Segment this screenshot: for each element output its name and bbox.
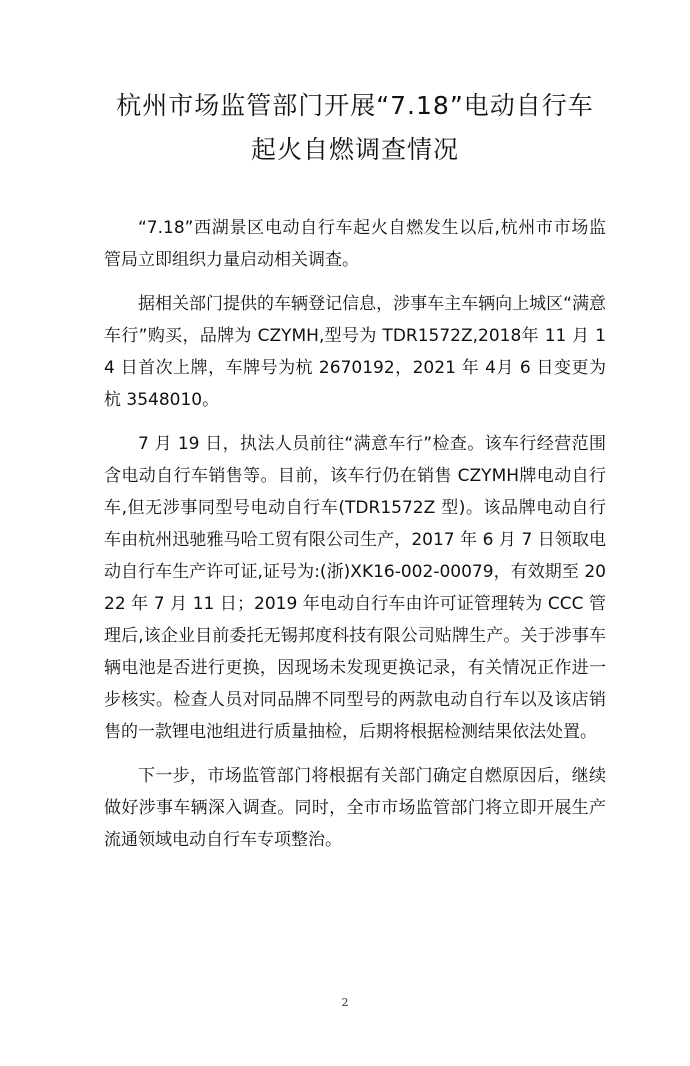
paragraph-4: 下一步，市场监管部门将根据有关部门确定自燃原因后，继续做好涉事车辆深入调查。同时，全市市场监管部门将立即开展生产流通领域电动自行车专项整治。 — [104, 766, 606, 850]
title-line-2: 起火自燃调查情况 — [250, 135, 459, 164]
page-number: 2 — [341, 996, 349, 1009]
title-line-1: 杭州市场监管部门开展“7.18”电动自行车 — [116, 91, 594, 120]
paragraph-1: “7.18”西湖景区电动自行车起火自燃发生以后,杭州市市场监管局立即组织力量启动相关调查。 — [104, 218, 606, 270]
paragraph-3: 7 月 19 日，执法人员前往“满意车行”检查。该车行经营范围含电动自行车销售等。目前，该车行仍在销售 CZYMH牌电动自行车,但无涉事同型号电动自行车(TDR1572Z 型)。该品牌电动自行车由杭州迅驰雅马哈工贸有限公司生产，2017 年 6 月 7 日领取电动自行车生产许可证,证号为:(浙)XK16-002-00079，有效期至 2022 年 7 月 11 日；2019 年电动自行车由许可证管理转为 CCC 管理后,该企业目前委托无锡邦度科技有限公司贴牌生产。关于涉事车辆电池是否进行更换，因现场未发现更换记录，有关情况正作进一步核实。检查人员对同品牌不同型号的两款电动自行车以及该店销售的一款锂电池组进行质量抽检，后期将根据检测结果依法处置。 — [104, 434, 606, 742]
paragraph-2: 据相关部门提供的车辆登记信息，涉事车主车辆向上城区“满意车行”购买，品牌为 CZYMH,型号为 TDR1572Z,2018年 11 月 14 日首次上牌，车牌号为杭 2670192，2021 年 4月 6 日变更为杭 3548010。 — [104, 294, 606, 410]
document-title — [104, 84, 606, 172]
